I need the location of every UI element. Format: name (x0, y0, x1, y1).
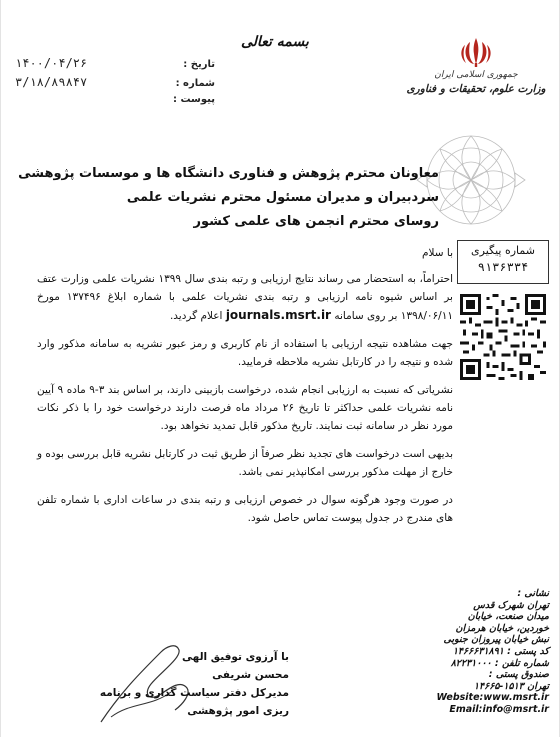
paragraph-5: در صورت وجود هرگونه سوال در خصوص ارزیابی و رتبه بندی در ساعات اداری با شماره تلفن های مندرج در جدول پیوست تماس حاصل شود. (37, 494, 453, 524)
date-label: تاریخ : (183, 59, 215, 70)
paragraph-1-text: احتراماً، به استحضار می رساند نتایج ارزیابی و رتبه بندی سال ۱۳۹۹ نشریات علمی وزارت عتف بر اساس شیوه نامه ارزیابی و رتبه بندی نشریات علمی با شماره ابلاغ ۱۳۷۴۹۶ مورخ ۱۳۹۸/۰۶/۱۱ بر روی سامانه (37, 273, 453, 322)
qr-code-icon (460, 294, 546, 380)
contact-title: نشانی : (517, 588, 549, 599)
letter-body (37, 244, 453, 537)
contact-line: تهران شهرک قدس (473, 599, 549, 611)
signer-name: محسن شریفی (212, 669, 289, 681)
tracking-number: ۹۱۳۶۳۳۴ (477, 260, 529, 274)
number-value: ۳/۱۸/۸۹۸۴۷ (15, 75, 88, 89)
letter-meta (15, 56, 215, 113)
tracking-label: شماره پیگیری (471, 244, 535, 257)
contact-line: تهران ۱۵۱۳-۱۴۶۶۵ (473, 680, 549, 692)
contact-line: میدان صنعت، خیابان (467, 611, 549, 623)
greeting: با سلام (421, 247, 453, 259)
attachment-label: پیوست : (172, 94, 215, 105)
journals-link[interactable]: journals.msrt.ir (225, 308, 331, 322)
contact-line: نبش خیابان پیروزان جنوبی (443, 634, 549, 646)
addressee-2: سردبیران و مدیران مسئول محترم نشریات علمی (126, 190, 439, 205)
email-link[interactable]: Email:info@msrt.ir (449, 703, 549, 715)
paragraph-2: جهت مشاهده نتیجه ارزیابی با استفاده از نام کاربری و رمز عبور نشریه به سامانه مذکور وارد شده و نتیجه را در کارتابل نشریه ملاحظه فرمایید. (37, 338, 453, 368)
website-link[interactable]: Website:www.msrt.ir (436, 692, 549, 704)
signature-closing: با آرزوی توفیق الهی (182, 651, 289, 663)
addressee-3: روسای محترم انجمن های علمی کشور (193, 214, 439, 229)
addressee-list (18, 162, 439, 234)
contact-line: کد پستی : ۱۴۶۶۶۳۱۸۹۱ (452, 645, 549, 657)
ministry-block (406, 70, 546, 95)
signature-block (89, 648, 289, 720)
contact-line: خوردین، خیابان هرمزان (455, 622, 549, 634)
contact-line: صندوق پستی : (488, 669, 549, 681)
iran-emblem-icon (458, 34, 494, 70)
number-row (15, 75, 215, 94)
date-value: ۱۴۰۰/۰۴/۲۶ (15, 56, 88, 70)
ministry-name: وزارت علوم، تحقیقات و فناوری (406, 83, 546, 95)
addressee-1: معاونان محترم پژوهش و فناوری دانشگاه ها و موسسات پژوهشی (18, 166, 439, 181)
country-name: جمهوری اسلامی ایران (434, 70, 518, 80)
paragraph-1-end: اعلام گردید. (169, 310, 223, 322)
signer-title: مدیرکل دفتر سیاست گذاری و برنامه ریزی امور پژوهشی (99, 687, 289, 717)
contact-block (401, 588, 549, 716)
tracking-box (457, 240, 549, 284)
attachment-row (15, 94, 215, 113)
number-label: شماره : (175, 78, 215, 89)
paragraph-1 (37, 270, 453, 325)
paragraph-4: بدیهی است درخواست های تجدید نظر صرفاً از طریق ثبت در کارتابل نشریه قابل بررسی بوده و خارج از مهلت مذکور بررسی امکانپذیر نمی باشد. (37, 448, 453, 478)
paragraph-3: نشریاتی که نسبت به ارزیابی انجام شده، درخواست بازبینی دارند، بر اساس بند ۳-۹ ماده ۹ آیین نامه نشریات علمی حداکثر تا تاریخ ۲۶ مرداد ماه فرصت دارند درخواست خود را با ذکر نکات مورد نظر در سامانه ثبت نمایند. تاریخ مذکور قابل تمدید نخواهد بود. (37, 384, 454, 432)
date-row (15, 56, 215, 75)
bismillah-heading: بسمه تعالی (241, 34, 309, 50)
contact-line: شماره تلفن : ۸۲۲۳۱۰۰۰ (450, 657, 549, 669)
